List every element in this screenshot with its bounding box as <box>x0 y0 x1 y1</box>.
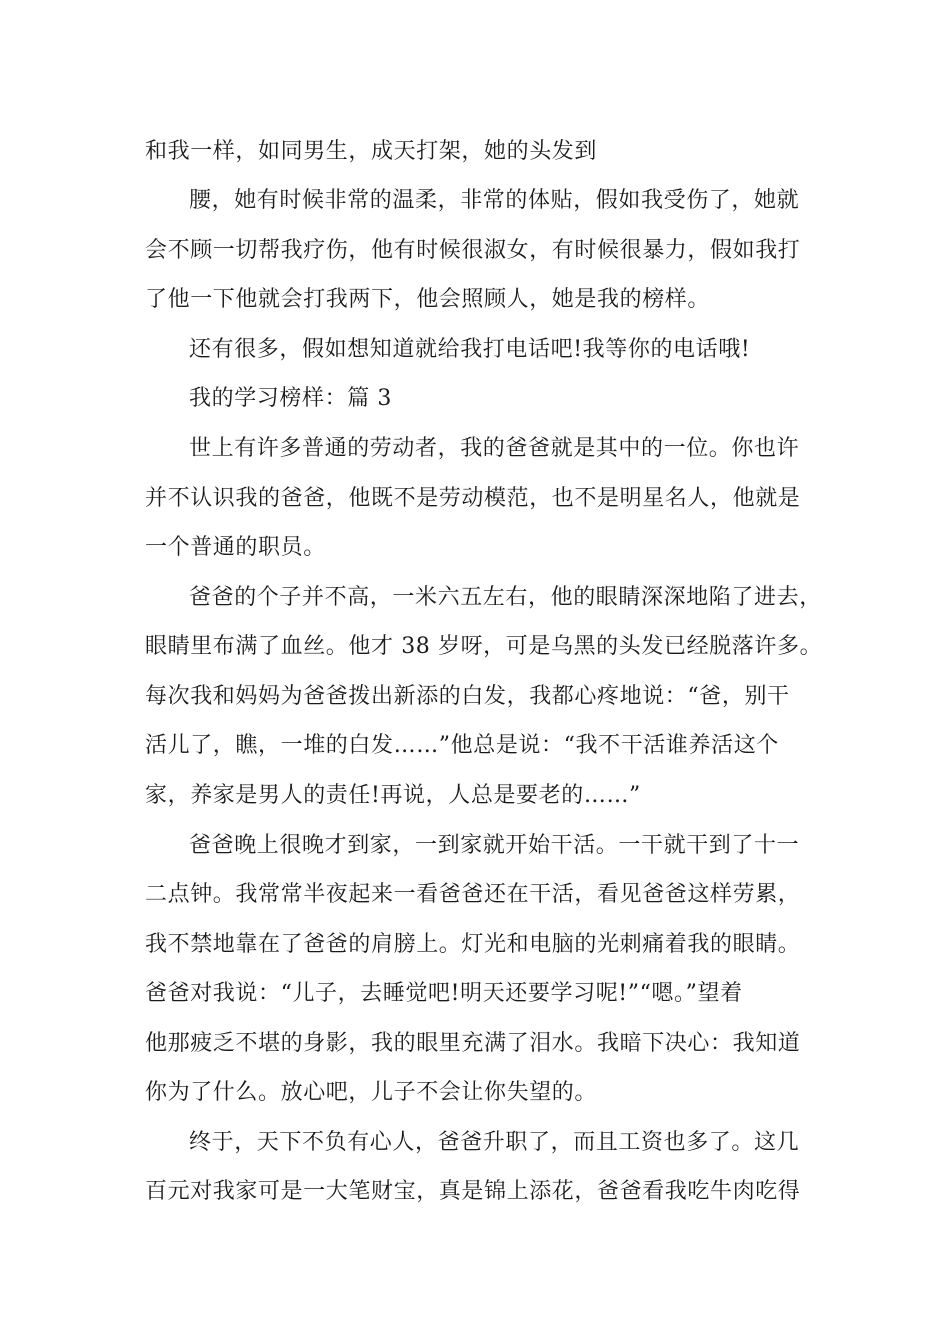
text-line: 你为了什么。放心吧，儿子不会让你失望的。 <box>145 1080 598 1105</box>
text-line: 每次我和妈妈为爸爸拨出新添的白发，我都心疼地说：“爸，别干 <box>145 684 790 709</box>
text-line: 一个普通的职员。 <box>145 535 326 560</box>
section-heading: 我的学习榜样：篇 3 <box>189 386 392 411</box>
text-line: 百元对我家可是一大笔财宝，真是锦上添花，爸爸看我吃牛肉吃得 <box>145 1179 801 1204</box>
text-line: 还有很多，假如想知道就给我打电话吧!我等你的电话哦! <box>189 337 751 362</box>
text-line: 爸爸的个子并不高，一米六五左右，他的眼睛深深地陷了进去， <box>189 585 822 610</box>
text-line: 并不认识我的爸爸，他既不是劳动模范，也不是明星名人，他就是 <box>145 486 801 511</box>
text-line: 爸爸晚上很晚才到家，一到家就开始干活。一干就干到了十一 <box>189 833 800 858</box>
text-line: 我不禁地靠在了爸爸的肩膀上。灯光和电脑的光刺痛着我的眼睛。 <box>145 932 801 957</box>
text-line: 爸爸对我说：“儿子，去睡觉吧!明天还要学习呢!”“嗯。”望着 <box>145 981 743 1006</box>
text-line: 和我一样，如同男生，成天打架，她的头发到 <box>145 139 598 164</box>
text-line: 家，养家是男人的责任!再说，人总是要老的……” <box>145 783 641 808</box>
text-line: 终于，天下不负有心人，爸爸升职了，而且工资也多了。这几 <box>189 1130 800 1155</box>
text-line: 二点钟。我常常半夜起来一看爸爸还在干活，看见爸爸这样劳累， <box>145 882 801 907</box>
text-line: 会不顾一切帮我疗伤，他有时候很淑女，有时候很暴力，假如我打 <box>145 238 801 263</box>
text-line: 了他一下他就会打我两下，他会照顾人，她是我的榜样。 <box>145 287 711 312</box>
text-line: 活儿了，瞧，一堆的白发……”他总是说：“我不干活谁养活这个 <box>145 733 779 758</box>
text-line: 眼睛里布满了血丝。他才 38 岁呀，可是乌黑的头发已经脱落许多。 <box>145 634 823 659</box>
text-line: 腰，她有时候非常的温柔，非常的体贴，假如我受伤了，她就 <box>189 188 800 213</box>
text-line: 世上有许多普通的劳动者，我的爸爸就是其中的一位。你也许 <box>189 436 800 461</box>
text-line: 他那疲乏不堪的身影，我的眼里充满了泪水。我暗下决心：我知道 <box>145 1031 801 1056</box>
